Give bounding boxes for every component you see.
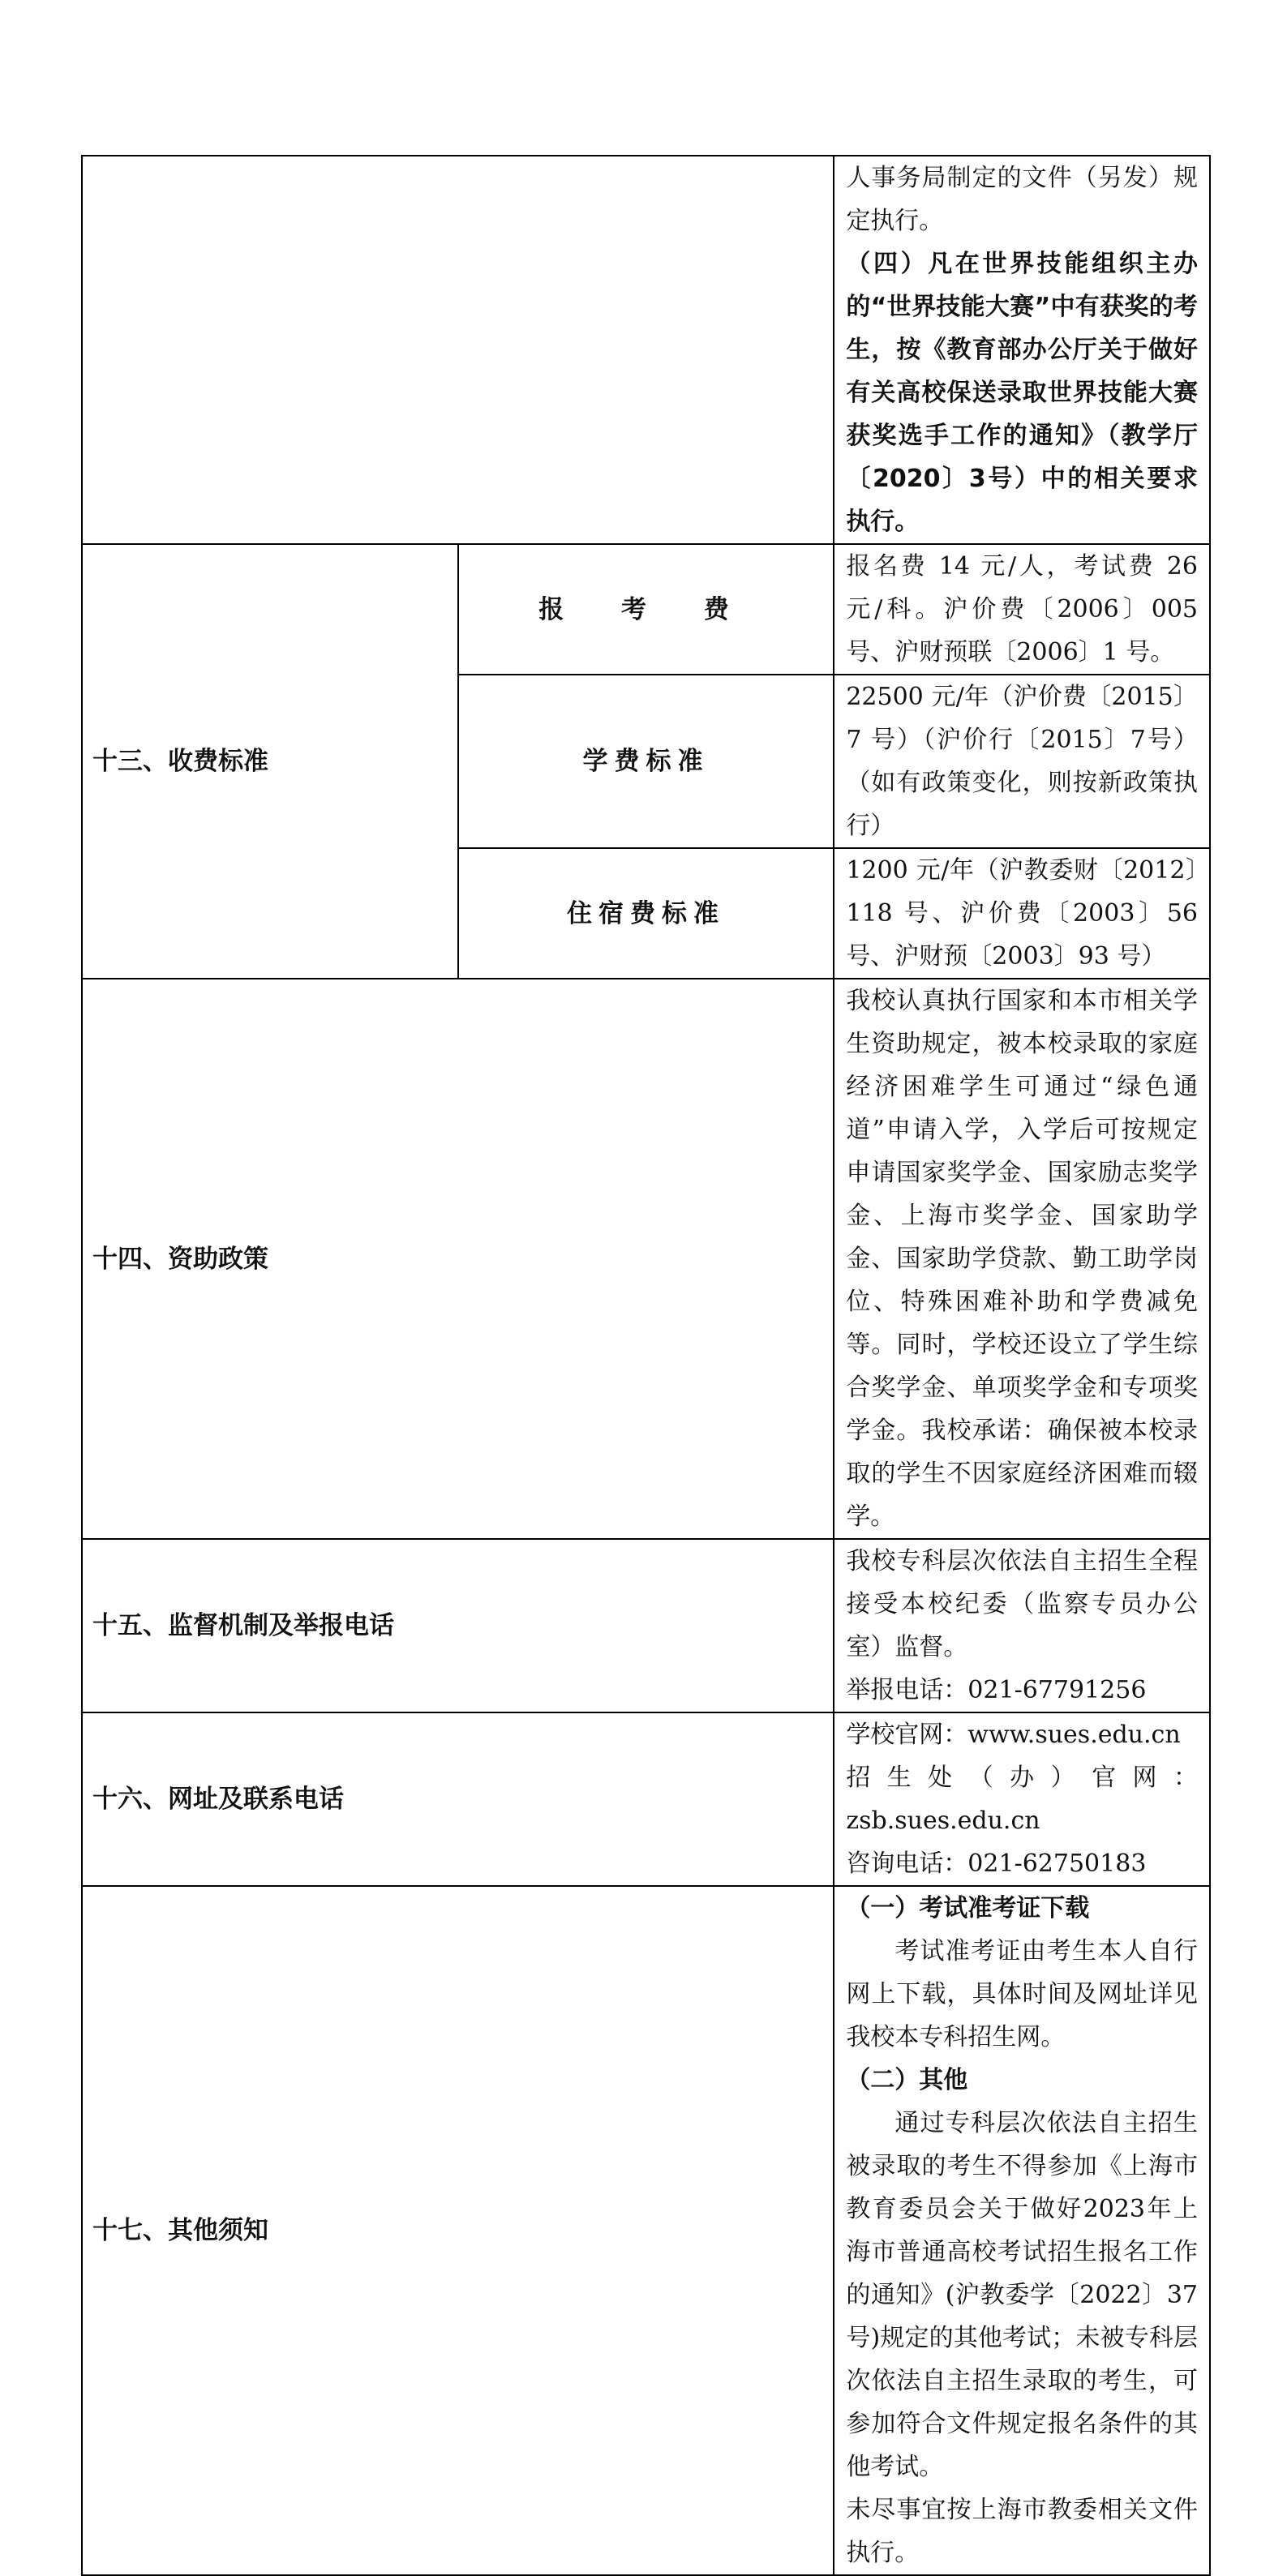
row17-heading2: （二）其他 bbox=[846, 2066, 968, 2094]
dorm-text: 1200 元/年（沪教委财〔2012〕118 号、沪价费〔2003〕56号、沪财预〔2003〕93 号） bbox=[846, 856, 1198, 971]
row16-content-cell bbox=[834, 1712, 1210, 1886]
table-row-14 bbox=[82, 979, 1210, 1539]
row16-label: 十六、网址及联系电话 bbox=[92, 1785, 344, 1814]
consult-phone-text: 咨询电话：021-62750183 bbox=[846, 1849, 1147, 1878]
row12-label-cell bbox=[82, 156, 834, 544]
row17-label: 十七、其他须知 bbox=[92, 2216, 268, 2245]
row16-label-cell bbox=[82, 1712, 834, 1886]
tuition-label: 学费标准 bbox=[582, 747, 710, 776]
row12-line1: 人事务局制定的文件（另发）规定执行。 bbox=[846, 164, 1198, 235]
exam-fee-text: 报名费 14 元/人，考试费 26 元/科。沪价费〔2006〕005号、沪财预联〔2006〕1 号。 bbox=[846, 552, 1198, 667]
row15-label: 十五、监督机制及举报电话 bbox=[92, 1611, 394, 1640]
tuition-text: 22500 元/年（沪价费〔2015〕7 号）（沪价行〔2015〕7号）（如有政策变化，则按新政策执行） bbox=[846, 683, 1198, 840]
tuition-label-cell bbox=[458, 675, 834, 848]
row14-label: 十四、资助政策 bbox=[92, 1244, 268, 1274]
row15-text: 我校专科层次依法自主招生全程接受本校纪委（监察专员办公室）监督。 bbox=[846, 1547, 1198, 1661]
row14-text: 我校认真执行国家和本市相关学生资助规定，被本校录取的家庭经济困难学生可通过“绿色通道”申请入学，入学后可按规定申请国家奖学金、国家励志奖学金、上海市奖学金、国家助学金、国家助学贷款、勤工助学岗位、特殊困难补助和学费减免等。同时，学校还设立了学生综合奖学金、单项奖学金和专项奖学金。我校承诺：确保被本校录取的学生不因家庭经济困难而辍学。 bbox=[846, 987, 1198, 1531]
table-row-17 bbox=[82, 1886, 1210, 2575]
row14-label-cell bbox=[82, 979, 834, 1539]
table-row-12-continued bbox=[82, 156, 1210, 544]
row14-content-cell bbox=[834, 979, 1210, 1539]
exam-fee-text-cell bbox=[834, 544, 1210, 675]
exam-fee-label: 报 考 费 bbox=[538, 594, 753, 624]
dorm-label-cell bbox=[458, 848, 834, 979]
table-row-15 bbox=[82, 1539, 1210, 1712]
row12-para4: （四）凡在世界技能组织主办的“世界技能大赛”中有获奖的考生，按《教育部办公厅关于做好有关高校保送录取世界技能大赛获奖选手工作的通知》（教学厅〔2020〕3号）中的相关要求执行。 bbox=[846, 250, 1198, 536]
tuition-text-cell bbox=[834, 675, 1210, 848]
row17-heading1: （一）考试准考证下载 bbox=[846, 1894, 1090, 1922]
row17-para2: 通过专科层次依法自主招生被录取的考生不得参加《上海市教育委员会关于做好2023年上海市普通高校考试招生报名工作的通知》(沪教委学〔2022〕37号)规定的其他考试；未被专科层次依法自主招生录取的考生，可参加符合文件规定报名条件的其他考试。 bbox=[846, 2109, 1198, 2481]
row17-closing: 未尽事宜按上海市教委相关文件执行。 bbox=[846, 2496, 1198, 2567]
dorm-text-cell bbox=[834, 848, 1210, 979]
admissions-info-table bbox=[81, 155, 1211, 2576]
admission-site-text: 招生处（办）官网：zsb.sues.edu.cn bbox=[846, 1764, 1198, 1835]
exam-fee-label-cell bbox=[458, 544, 834, 675]
table-row-16 bbox=[82, 1712, 1210, 1886]
row15-label-cell bbox=[82, 1539, 834, 1712]
row15-phone: 举报电话：021-67791256 bbox=[846, 1676, 1147, 1704]
row17-label-cell bbox=[82, 1886, 834, 2575]
row13-label: 十三、收费标准 bbox=[92, 747, 268, 776]
dorm-label: 住宿费标准 bbox=[566, 898, 725, 928]
row13-label-cell bbox=[82, 544, 458, 979]
row15-content-cell bbox=[834, 1539, 1210, 1712]
row17-para1: 考试准考证由考生本人自行网上下载，具体时间及网址详见我校本专科招生网。 bbox=[846, 1937, 1198, 2051]
row17-content-cell bbox=[834, 1886, 1210, 2575]
website-text: 学校官网：www.sues.edu.cn bbox=[846, 1721, 1181, 1749]
row12-content-cell bbox=[834, 156, 1210, 544]
table-row-fee-exam bbox=[82, 544, 1210, 675]
